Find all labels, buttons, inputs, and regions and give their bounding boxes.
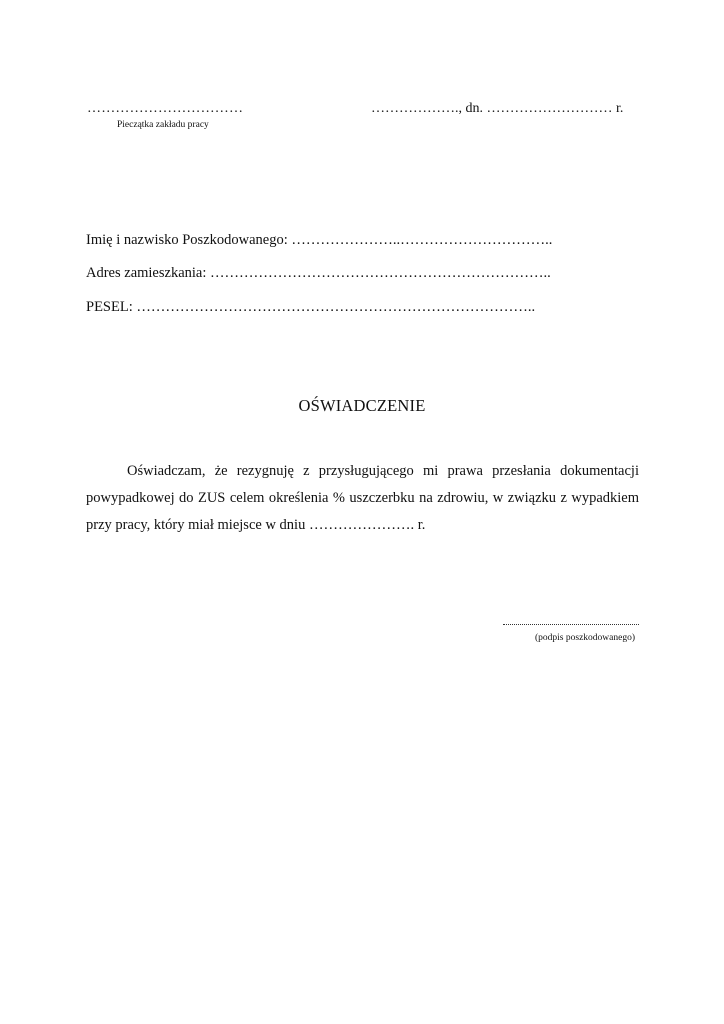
pesel-field: PESEL: ……………………………………………………………………….. xyxy=(86,299,536,315)
statement-paragraph: Oświadczam, że rezygnuję z przysługującego mi prawa przesłania dokumentacji powypadkowej do ZUS celem określenia % uszczerbku na zdrowiu, w związku z wypadkiem przy pracy, który miał miejsce w dniu …………………. r. xyxy=(86,463,639,533)
stamp-caption: Pieczątka zakładu pracy xyxy=(117,120,209,130)
document-title: OŚWIADCZENIE xyxy=(298,396,426,415)
signature-caption: (podpis poszkodowanego) xyxy=(535,633,635,643)
injured-name-field: Imię i nazwisko Poszkodowanego: …………………..………………………….. xyxy=(86,232,553,248)
address-field: Adres zamieszkania: …………………………………………………………….. xyxy=(86,265,551,281)
signature-line xyxy=(503,621,639,625)
stamp-placeholder: …………………………… xyxy=(87,101,244,116)
place-date-line: ………………., dn. ……………………… r. xyxy=(371,101,624,116)
